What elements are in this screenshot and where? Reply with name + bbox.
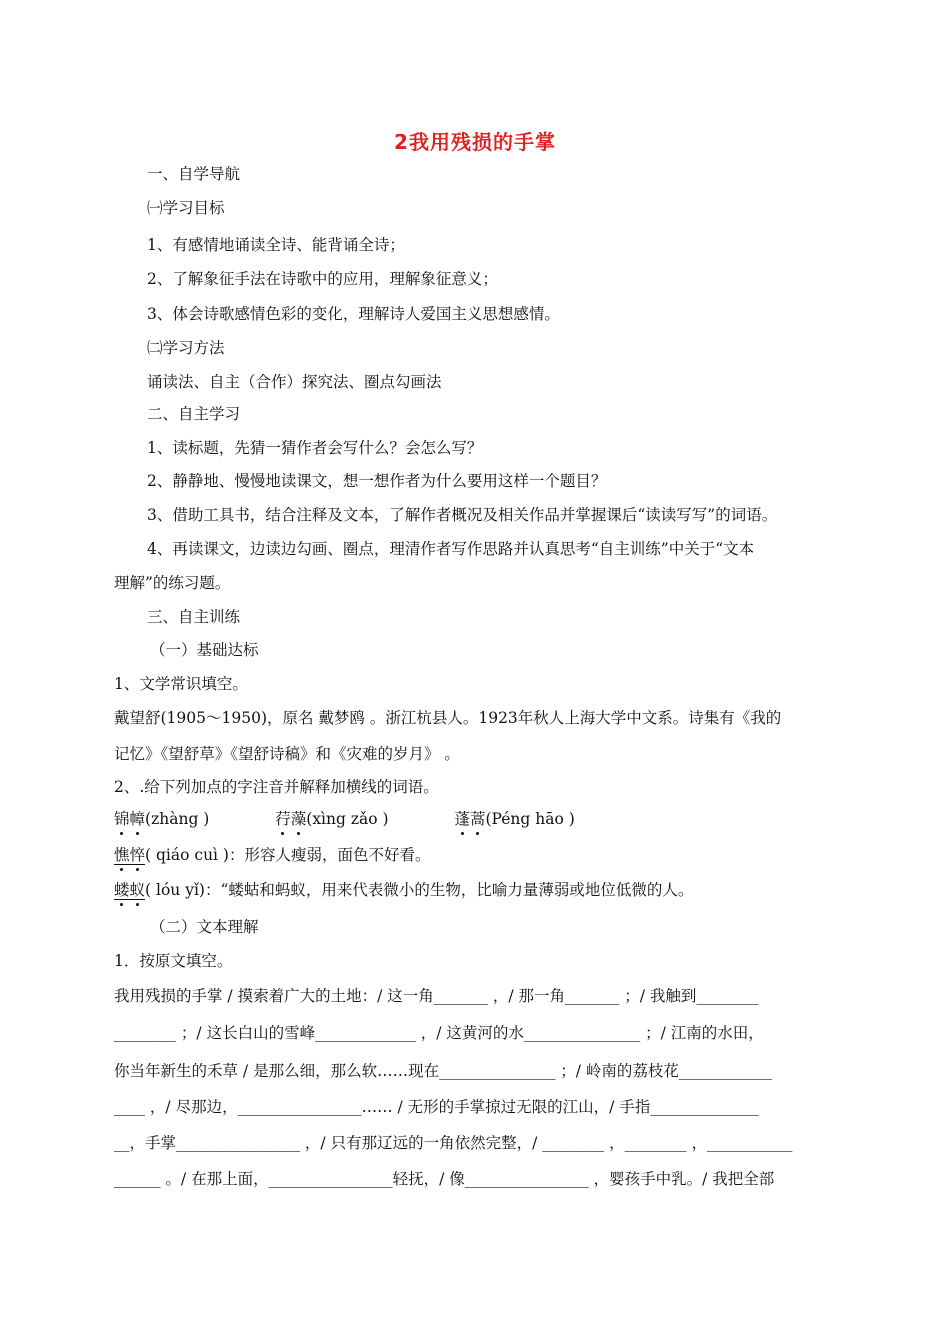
emphasis-char: 荇 (275, 810, 291, 828)
page-title: 2我用残损的手掌 (394, 130, 556, 154)
methods-text: 诵读法、自主（合作）探究法、圈点勾画法 (147, 373, 442, 391)
emphasis-char: 蝼 (114, 881, 130, 899)
fill-blank-line-6: ______ 。/ 在那上面，________________轻抚，/ 像________________ ，婴孩手中乳。/ 我把全部 (114, 1170, 775, 1188)
goal-1: 1、有感情地诵读全诗、能背诵全诗； (147, 236, 405, 254)
study-step-1: 1、读标题，先猜一猜作者会写什么？会怎么写？ (147, 439, 483, 457)
text-question-1: 1．按原文填空。 (114, 952, 233, 970)
vocab-row-1 (114, 809, 575, 829)
emphasis-char: 幛 (129, 810, 146, 828)
author-info-line-1: 戴望舒(1905～1950)，原名 戴梦鸥 。浙江杭县人。1923年秋人上海大学中文系。诗集有《我的 (114, 709, 782, 727)
subsection-basics: （一）基础达标 (150, 641, 259, 659)
vocab-pinyin-xingzao: (xìng zǎo ) (306, 810, 389, 828)
vocab-word-qiaocui (114, 846, 145, 865)
study-step-3: 3、借助工具书，结合注释及文本，了解作者概况及相关作品并掌握课后“读读写写”的词语。 (147, 506, 778, 524)
vocab-word-penghao (454, 810, 485, 828)
vocab-row-3 (114, 880, 693, 900)
fill-blank-line-3: 你当年新生的禾草 / 是那么细，那么软……现在_______________ ；/ 岭南的荔枝花____________ (114, 1062, 772, 1080)
vocab-row-2 (114, 845, 430, 865)
emphasis-char: 蚁 (129, 881, 146, 899)
question-2: 2、.给下列加点的字注音并解释加横线的词语。 (114, 778, 439, 796)
emphasis-char: 锦 (114, 810, 130, 828)
study-step-4-line-2: 理解”的练习题。 (114, 574, 231, 592)
study-step-2: 2、静静地、慢慢地读课文，想一想作者为什么要用这样一个题目？ (147, 472, 607, 490)
study-step-4-line-1: 4、再读课文，边读边勾画、圈点，理清作者写作思路并认真思考“自主训练”中关于“文本 (147, 540, 755, 558)
vocab-word-louyi (114, 881, 145, 900)
fill-blank-line-2: ________ ；/ 这长白山的雪峰_____________ ，/ 这黄河的水_______________ ；/ 江南的水田， (114, 1024, 764, 1042)
emphasis-char: 藻 (290, 810, 307, 828)
fill-blank-line-4: ____ ，/ 尽那边，________________…… / 无形的手掌掠过无限的江山，/ 手指______________ (114, 1098, 759, 1116)
section-heading-1: 一、自学导航 (147, 165, 241, 183)
vocab-definition-qiaocui: ( qiáo cuì )：形容人瘦弱，面色不好看。 (145, 846, 431, 864)
subsection-learning-goals: ㈠学习目标 (147, 199, 225, 217)
vocab-pinyin-penghao: (Péng hāo ) (485, 810, 575, 828)
question-1: 1、文学常识填空。 (114, 675, 248, 693)
subsection-text-understanding: （二）文本理解 (150, 918, 259, 936)
vocab-word-jinzhang (114, 810, 145, 828)
goal-2: 2、了解象征手法在诗歌中的应用，理解象征意义； (147, 270, 498, 288)
subsection-learning-methods: ㈡学习方法 (147, 339, 225, 357)
section-heading-2: 二、自主学习 (147, 405, 241, 423)
emphasis-char: 憔 (114, 846, 130, 864)
vocab-word-xingzao (275, 810, 306, 828)
fill-blank-line-1: 我用残损的手掌 / 摸索着广大的土地：/ 这一角_______ ，/ 那一角_______ ；/ 我触到________ (114, 987, 759, 1005)
vocab-pinyin-jinzhang: (zhàng ) (145, 810, 210, 828)
emphasis-char: 蒿 (469, 810, 486, 828)
goal-3: 3、体会诗歌感情色彩的变化，理解诗人爱国主义思想感情。 (147, 305, 560, 323)
emphasis-char: 悴 (129, 846, 146, 864)
fill-blank-line-5: __，手掌________________ ，/ 只有那辽远的一角依然完整，/ ________ ，________ ，___________ (114, 1134, 793, 1152)
author-info-line-2: 记忆》《望舒草》《望舒诗稿》和《灾难的岁月》 。 (114, 745, 460, 763)
vocab-definition-louyi: ( lóu yǐ)：“蝼蛄和蚂蚁，用来代表微小的生物，比喻力量薄弱或地位低微的人。 (145, 881, 694, 899)
section-heading-3: 三、自主训练 (147, 608, 241, 626)
emphasis-char: 蓬 (454, 810, 470, 828)
